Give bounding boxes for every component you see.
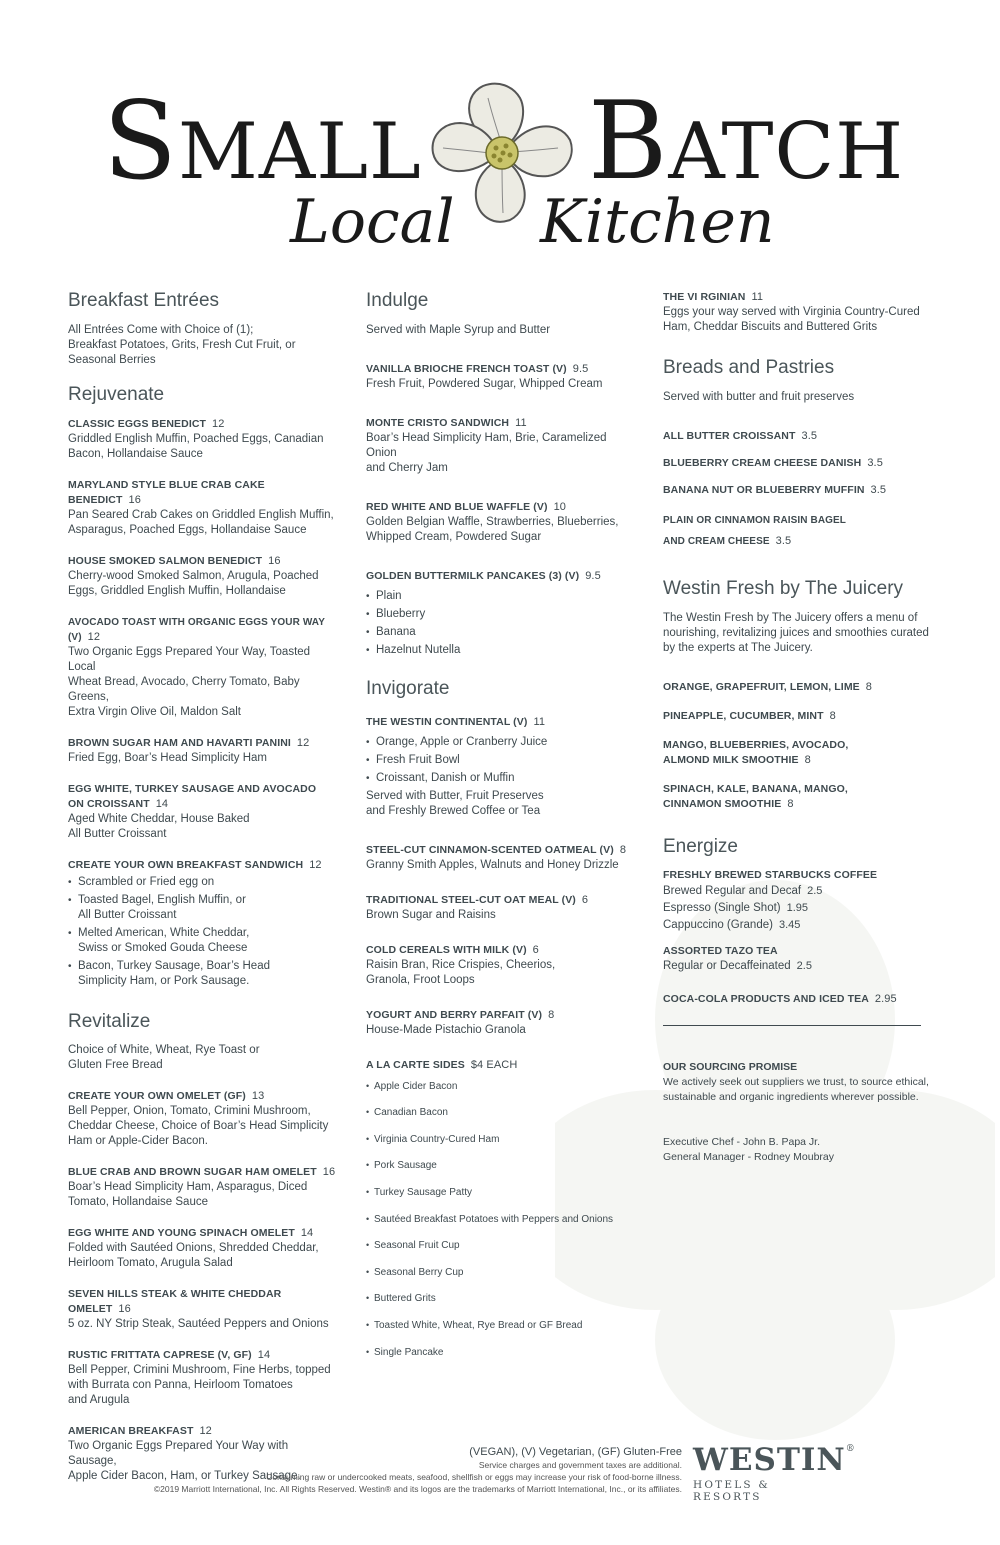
item-price: 1.95 [786, 902, 809, 915]
drink-name: Espresso (Single Shot) [663, 902, 781, 915]
menu-column-middle [366, 290, 631, 1376]
item-description [366, 431, 631, 476]
menu-item [663, 456, 933, 471]
item-name: PLAIN OR CINNAMON RAISIN BAGEL [663, 514, 846, 526]
item-price: 11 [515, 416, 527, 429]
promise-title: OUR SOURCING PROMISE [663, 1061, 798, 1074]
menu-item [663, 782, 933, 812]
desc-line: Served with Butter, Fruit Preserves [366, 789, 544, 802]
drink-line [663, 900, 933, 917]
desc-line: Fried Egg, Boar’s Head Simplicity Ham [68, 751, 267, 764]
desc-line: Two Organic Eggs Prepared Your Way, Toasted Local [68, 645, 311, 673]
list-item: • Seasonal Berry Cup [366, 1265, 631, 1280]
menu-item [68, 478, 338, 538]
section-description [663, 390, 933, 405]
logo-subtitle: HOTELS & RESORTS [693, 1479, 770, 1503]
item-description [366, 858, 631, 873]
item-name: HOUSE SMOKED SALMON BENEDICT [68, 554, 263, 567]
list-item: • Apple Cider Bacon [366, 1079, 631, 1094]
logo-word: WESTIN [693, 1442, 846, 1478]
item-price: 12 [199, 1425, 212, 1438]
drink-name: Cappuccino (Grande) [663, 919, 773, 932]
desc-line: Eggs your way served with Virginia Country-Cured [663, 306, 920, 318]
desc-line: with Burrata con Panna, Heirloom Tomatoes [68, 1379, 293, 1392]
item-price: 12 [309, 858, 322, 871]
desc-line: Extra Virgin Olive Oil, Maldon Salt [68, 705, 241, 718]
item-name: EGG WHITE, TURKEY SAUSAGE AND AVOCADO ON CROISSANT [68, 782, 317, 810]
desc-line: Wheat Bread, Avocado, Cherry Tomato, Baby Greens, [68, 675, 300, 703]
desc-line: sustainable and organic ingredients wherever possible. [663, 1091, 919, 1104]
desc-line: nourishing, revitalizing juices and smoothies curated [663, 626, 929, 639]
section-revitalize [68, 1011, 338, 1485]
item-description [68, 1180, 338, 1210]
item-price: 9.5 [585, 569, 601, 582]
list-item [68, 893, 338, 923]
divider-line [663, 1025, 921, 1026]
desc-line: Apple Cider Bacon, Ham, or Turkey Sausage. [68, 1470, 301, 1483]
item-name: BLUE CRAB AND BROWN SUGAR HAM OMELET [68, 1166, 317, 1179]
section-indulge [366, 290, 631, 658]
option-list [68, 875, 338, 989]
item-name: MARYLAND STYLE BLUE CRAB CAKE BENEDICT [68, 478, 265, 506]
item-price: 3.5 [870, 483, 887, 496]
item-name: MANGO, BLUEBERRIES, AVOCADO, [663, 738, 849, 751]
promise-text [663, 1075, 933, 1105]
section-breads-pastries [663, 357, 933, 552]
list-item: • Seasonal Fruit Cup [366, 1238, 631, 1253]
item-price: 14 [300, 1227, 314, 1240]
menu-item-tea [663, 944, 933, 974]
item-price: 12 [87, 630, 101, 643]
option-list [366, 589, 631, 658]
footer-line: Service charges and government taxes are additional. [478, 1460, 682, 1470]
logo-word-small: SMALL [103, 79, 422, 204]
desc-line: Served with butter and fruit preserves [663, 390, 855, 403]
list-item: • Croissant, Danish or Muffin [366, 771, 631, 786]
desc-line: Ham or Apple-Cider Bacon. [68, 1135, 208, 1148]
item-name: TRADITIONAL STEEL-CUT OAT MEAL (V) [366, 893, 576, 906]
item-name: A LA CARTE SIDES [366, 1058, 465, 1071]
list-item: • Pork Sausage [366, 1158, 631, 1173]
list-item: • Blueberry [366, 607, 631, 622]
executive-chef: Executive Chef - John B. Papa Jr. [663, 1136, 820, 1149]
item-price: 3.5 [801, 429, 818, 442]
menu-column-right [663, 290, 933, 1165]
desc-line: Asparagus, Poached Eggs, Hollandaise Sauce [68, 523, 307, 536]
item-name: STEEL-CUT CINNAMON-SCENTED OATMEAL (V) [366, 843, 614, 856]
menu-item [663, 429, 933, 444]
desc-line: Bell Pepper, Crimini Mushroom, Fine Herbs, topped [68, 1364, 331, 1377]
item-price: 8 [865, 680, 872, 693]
list-item: • Hazelnut Nutella [366, 643, 631, 658]
desc-line: Folded with Sautéed Onions, Shredded Cheddar, [68, 1242, 319, 1255]
item-description [68, 1317, 338, 1332]
sourcing-promise [663, 1060, 933, 1105]
item-description [663, 305, 933, 335]
desc-line: We actively seek out suppliers we trust, to source ethical, [663, 1076, 929, 1089]
desc-line: Raisin Bran, Rice Crispies, Cheerios, [366, 958, 556, 971]
item-price: 14 [155, 797, 169, 810]
item-name: CLASSIC EGGS BENEDICT [68, 417, 207, 430]
item-name: PINEAPPLE, CUCUMBER, MINT [663, 709, 824, 722]
desc-line: All Entrées Come with Choice of (1); [68, 323, 254, 336]
footer-legal [2, 1445, 682, 1495]
item-price: 8 [804, 753, 811, 766]
item-price: 8 [619, 843, 627, 856]
section-invigorate [366, 678, 631, 1360]
option-list [366, 735, 631, 786]
list-item: • Sautéed Breakfast Potatoes with Peppers and Onions [366, 1212, 631, 1227]
westin-logo [693, 1442, 856, 1503]
item-name: AVOCADO TOAST WITH ORGANIC EGGS YOUR WAY (V) [68, 616, 325, 643]
item-name: BANANA NUT OR BLUEBERRY MUFFIN [663, 483, 865, 496]
desc-line: Breakfast Potatoes, Grits, Fresh Cut Fruit, or [68, 338, 296, 351]
item-description [68, 1363, 338, 1408]
item-price: $4 EACH [470, 1058, 518, 1071]
section-title: Westin Fresh by The Juicery [663, 577, 904, 599]
registered-mark: ® [845, 1444, 856, 1454]
item-name: AND CREAM CHEESE [663, 535, 770, 547]
desc-line: Heirloom Tomato, Arugula Salad [68, 1257, 233, 1270]
list-item [68, 926, 338, 956]
item-price: 8 [548, 1008, 555, 1021]
item-name: SPINACH, KALE, BANANA, MANGO, [663, 782, 848, 795]
item-name: CREATE YOUR OWN BREAKFAST SANDWICH [68, 858, 304, 871]
desc-line: Bell Pepper, Onion, Tomato, Crimini Mushroom, [68, 1105, 311, 1118]
desc-line: The Westin Fresh by The Juicery offers a menu of [663, 611, 918, 624]
desc-line: Aged White Cheddar, House Baked [68, 812, 250, 825]
menu-item [68, 615, 338, 720]
item-description [366, 377, 631, 392]
item-description [68, 1104, 338, 1149]
list-item: • Buttered Grits [366, 1291, 631, 1306]
menu-item-pancakes [366, 569, 631, 658]
item-name: ORANGE, GRAPEFRUIT, LEMON, LIME [663, 680, 860, 693]
item-name: EGG WHITE AND YOUNG SPINACH OMELET [68, 1227, 295, 1240]
item-name: RED WHITE AND BLUE WAFFLE (V) [366, 500, 548, 513]
item-name: COCA-COLA PRODUCTS AND ICED TEA [663, 993, 869, 1006]
menu-item [366, 943, 631, 988]
item-name: SEVEN HILLS STEAK & WHITE CHEDDAR OMELET [68, 1288, 282, 1316]
logo-script-local: Local [290, 187, 455, 257]
desc-line: Boar’s Head Simplicity Ham, Brie, Caramelized Onion [366, 431, 607, 459]
menu-item [68, 1089, 338, 1149]
item-price: 16 [128, 493, 141, 506]
item-price: 12 [296, 736, 310, 749]
list-item: • Turkey Sausage Patty [366, 1185, 631, 1200]
drink-name: Brewed Regular and Decaf [663, 885, 802, 898]
item-description [68, 432, 338, 462]
list-item: • Toasted White, Wheat, Rye Bread or GF Bread [366, 1318, 631, 1333]
logo-script-kitchen: Kitchen [540, 187, 775, 257]
menu-item [663, 483, 933, 498]
item-price: 16 [268, 554, 281, 567]
desc-line: and Arugula [68, 1394, 130, 1407]
item-price: 16 [118, 1303, 131, 1316]
list-line: Swiss or Smoked Gouda Cheese [78, 941, 248, 954]
menu-item [68, 782, 338, 842]
desc-line: Granola, Froot Loops [366, 973, 475, 986]
list-line: • Melted American, White Cheddar, [78, 926, 250, 939]
menu-item [366, 500, 631, 545]
item-price: 13 [251, 1090, 265, 1103]
list-item: • Fresh Fruit Bowl [366, 753, 631, 768]
item-price: 3.5 [867, 456, 883, 469]
item-description [68, 645, 338, 720]
item-description [68, 751, 338, 766]
menu-item [68, 1226, 338, 1271]
desc-line: Cherry-wood Smoked Salmon, Arugula, Poached [68, 569, 319, 582]
menu-item-sides [366, 1058, 631, 1360]
item-description [366, 789, 631, 819]
section-title: Rejuvenate [68, 383, 165, 405]
desc-line: by the experts at The Juicery. [663, 641, 813, 654]
section-description [366, 323, 631, 338]
menu-item [68, 1287, 338, 1332]
item-price: 2.5 [807, 885, 823, 898]
menu-item-continental [366, 715, 631, 819]
menu-item [366, 416, 631, 476]
menu-item-virginian [663, 290, 933, 335]
footer-line: ©2019 Marriott International, Inc. All Rights Reserved. Westin® and its logos are the trademarks of Marriott International, Inc., or its affiliates. [153, 1484, 682, 1494]
item-price: 10 [553, 500, 567, 513]
section-juicery [663, 578, 933, 812]
desc-line: Tomato, Hollandaise Sauce [68, 1196, 208, 1209]
section-energize [663, 836, 933, 1008]
menu-item [68, 1348, 338, 1408]
item-price: 9.5 [572, 362, 589, 375]
list-item: • Banana [366, 625, 631, 640]
dietary-legend: (VEGAN), (V) Vegetarian, (GF) Gluten-Free [469, 1446, 682, 1458]
desc-line: and Cherry Jam [366, 461, 448, 474]
desc-line: Fresh Fruit, Powdered Sugar, Whipped Cream [366, 377, 603, 390]
item-description [366, 1023, 631, 1038]
menu-item [366, 843, 631, 873]
item-price: 3.5 [775, 534, 792, 547]
section-title: Indulge [366, 290, 429, 311]
list-item [68, 875, 338, 890]
menu-item [68, 554, 338, 599]
drink-line [663, 883, 933, 900]
item-name: FRESHLY BREWED STARBUCKS COFFEE [663, 869, 878, 882]
staff-credits [663, 1135, 933, 1165]
item-price: 11 [533, 715, 546, 728]
item-description [68, 812, 338, 842]
menu-item [663, 510, 933, 552]
desc-line: Seasonal Berries [68, 353, 156, 366]
menu-item-build-your-own [68, 858, 338, 989]
drink-name: Regular or Decaffeinated [663, 960, 791, 973]
desc-line: Boar’s Head Simplicity Ham, Asparagus, Diced [68, 1181, 308, 1194]
list-line: • Scrambled or Fried egg on [78, 875, 215, 888]
item-price: 8 [829, 709, 836, 722]
item-price: 6 [581, 893, 589, 906]
section-title: Revitalize [68, 1010, 151, 1032]
section-breakfast-entrees [68, 290, 338, 368]
menu-item [663, 680, 933, 695]
item-name: BROWN SUGAR HAM AND HAVARTI PANINI [68, 736, 291, 749]
menu-item [366, 362, 631, 392]
item-description [68, 508, 338, 538]
list-line: • Bacon, Turkey Sausage, Boar’s Head [78, 959, 270, 972]
desc-line: 5 oz. NY Strip Steak, Sautéed Peppers and Onions [68, 1318, 329, 1331]
sides-list [366, 1079, 631, 1360]
desc-line: and Freshly Brewed Coffee or Tea [366, 804, 541, 817]
item-price: 2.5 [796, 960, 812, 973]
item-description [366, 958, 631, 988]
desc-line: Ham, Cheddar Biscuits and Buttered Grits [663, 321, 878, 333]
list-item [68, 959, 338, 989]
desc-line: Bacon, Hollandaise Sauce [68, 447, 203, 460]
desc-line: House-Made Pistachio Granola [366, 1023, 526, 1036]
desc-line: Pan Seared Crab Cakes on Griddled English Muffin, [68, 508, 334, 521]
item-description [68, 1241, 338, 1271]
menu-column-left [68, 290, 338, 1500]
logo-word-batch: BATCH [588, 79, 905, 204]
item-name: THE VI RGINIAN [663, 291, 746, 303]
desc-line: Granny Smith Apples, Walnuts and Honey Drizzle [366, 858, 619, 871]
section-rejuvenate [68, 384, 338, 989]
desc-line: Brown Sugar and Raisins [366, 908, 496, 921]
item-name: THE WESTIN CONTINENTAL (V) [366, 715, 528, 728]
list-item: • Canadian Bacon [366, 1105, 631, 1120]
item-price: 6 [532, 943, 539, 956]
menu-item-coca-cola [663, 992, 933, 1007]
desc-line: Eggs, Griddled English Muffin, Hollandaise [68, 584, 286, 597]
item-price: 3.45 [778, 919, 801, 932]
item-name: RUSTIC FRITTATA CAPRESE (V, GF) [68, 1349, 252, 1362]
menu-item [68, 417, 338, 462]
item-name: CINNAMON SMOOTHIE [663, 797, 782, 810]
section-description [68, 323, 338, 368]
section-title: Invigorate [366, 677, 450, 699]
desc-line: Choice of White, Wheat, Rye Toast or [68, 1044, 260, 1057]
desc-line: Served with Maple Syrup and Butter [366, 323, 551, 336]
list-item: • Orange, Apple or Cranberry Juice [366, 735, 631, 750]
menu-item [366, 893, 631, 923]
item-price: 8 [787, 797, 794, 810]
drink-line [663, 959, 933, 974]
item-name: AMERICAN BREAKFAST [68, 1425, 194, 1438]
item-description [68, 569, 338, 599]
desc-line: All Butter Croissant [68, 827, 167, 840]
item-price: 11 [751, 291, 764, 303]
list-item: • Virginia Country-Cured Ham [366, 1132, 631, 1147]
item-description [366, 515, 631, 545]
section-description [663, 611, 933, 656]
desc-line: Golden Belgian Waffle, Strawberries, Blueberries, [366, 515, 619, 528]
list-line: • Toasted Bagel, English Muffin, or [78, 893, 246, 906]
drink-line [663, 917, 933, 934]
item-name: BLUEBERRY CREAM CHEESE DANISH [663, 456, 862, 469]
item-name: YOGURT AND BERRY PARFAIT (V) [366, 1008, 543, 1021]
menu-item [68, 736, 338, 766]
menu-item [366, 1008, 631, 1038]
list-line: Simplicity Ham, or Pork Sausage. [78, 974, 250, 987]
item-name: COLD CEREALS WITH MILK (V) [366, 943, 527, 956]
list-item: • Plain [366, 589, 631, 604]
item-name: MONTE CRISTO SANDWICH [366, 416, 510, 429]
desc-line: Gluten Free Bread [68, 1059, 163, 1072]
menu-item [663, 709, 933, 724]
list-item: • Single Pancake [366, 1345, 631, 1360]
item-name: ASSORTED TAZO TEA [663, 945, 778, 958]
section-title: Breads and Pastries [663, 357, 835, 378]
desc-line: Two Organic Eggs Prepared Your Way with Sausage, [68, 1440, 289, 1468]
general-manager: General Manager - Rodney Moubray [663, 1151, 835, 1164]
section-description [68, 1043, 338, 1073]
item-price: 2.95 [874, 993, 897, 1006]
desc-line: Whipped Cream, Powdered Sugar [366, 530, 542, 543]
item-name: ALL BUTTER CROISSANT [663, 429, 796, 442]
restaurant-logo-header [0, 60, 1000, 260]
menu-item-coffee [663, 868, 933, 934]
desc-line: Cheddar Cheese, Choice of Boar’s Head Simplicity [68, 1120, 329, 1133]
item-price: 12 [212, 417, 225, 430]
menu-item [663, 738, 933, 768]
desc-line: Griddled English Muffin, Poached Eggs, Canadian [68, 432, 324, 445]
item-description [366, 908, 631, 923]
item-price: 14 [257, 1349, 271, 1362]
section-title: Energize [663, 835, 738, 857]
item-name: CREATE YOUR OWN OMELET (GF) [68, 1090, 246, 1103]
item-name: GOLDEN BUTTERMILK PANCAKES (3) (V) [366, 569, 580, 582]
item-name: ALMOND MILK SMOOTHIE [663, 753, 799, 766]
menu-item [68, 1165, 338, 1210]
item-name: VANILLA BRIOCHE FRENCH TOAST (V) [366, 362, 567, 375]
list-line: All Butter Croissant [78, 908, 177, 921]
section-title: Breakfast Entrées [68, 290, 220, 311]
item-price: 16 [322, 1166, 336, 1179]
footer-line: Consuming raw or undercooked meats, seafood, shellfish or eggs may increase your risk of food-borne illness. [266, 1472, 682, 1482]
